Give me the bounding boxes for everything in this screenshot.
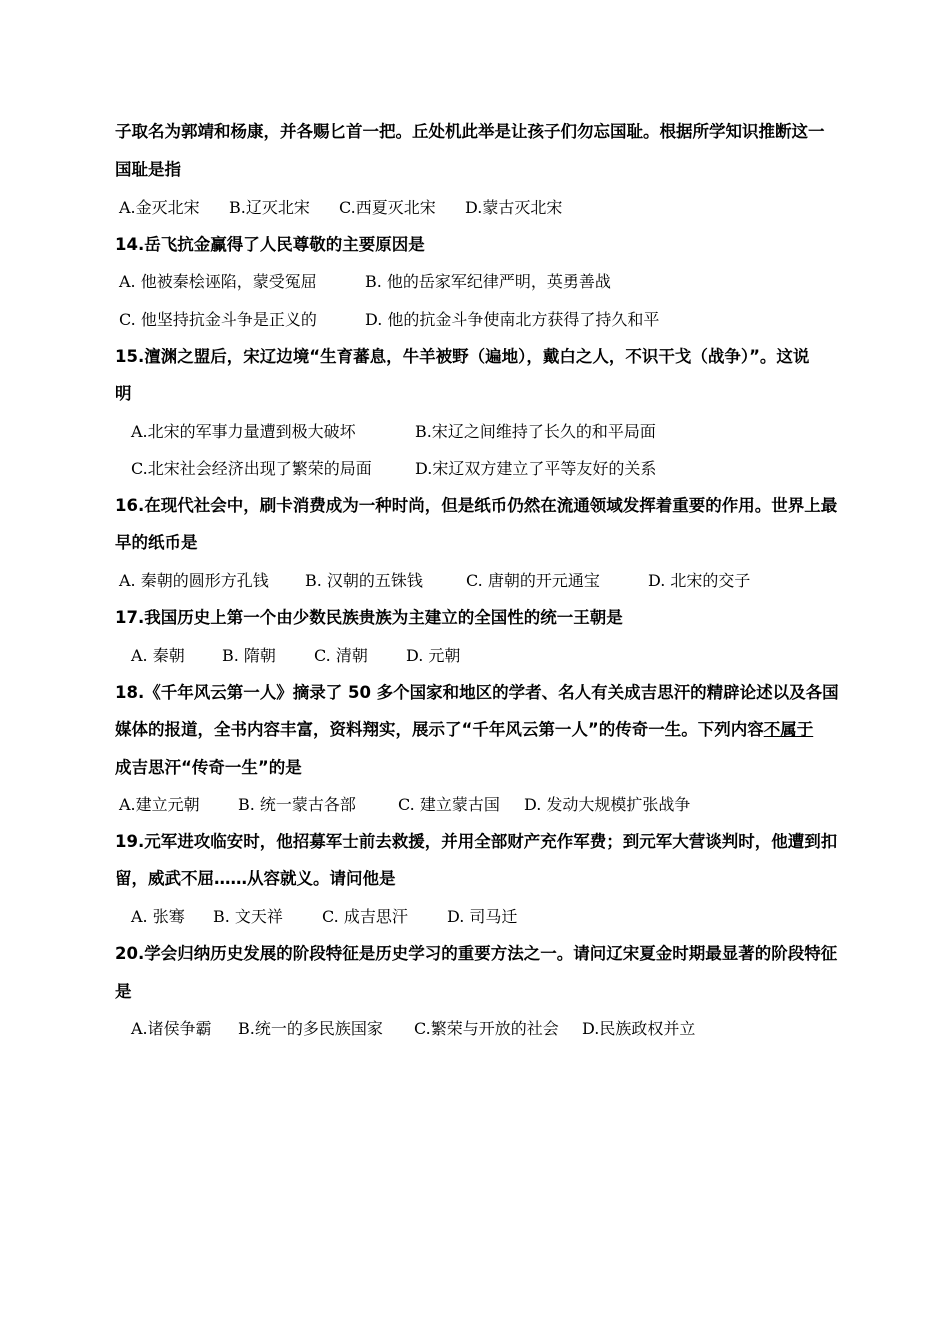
q17-option-b: B. 隋朝 (222, 646, 276, 665)
q19-stem-line2: 留，威武不屈……从容就义。请问他是 (115, 869, 396, 888)
q15-stem-line2: 明 (115, 384, 132, 403)
q19-option-d: D. 司马迁 (447, 907, 518, 926)
q13-option-b: B.辽灭北宋 (229, 198, 310, 217)
q18-underlined-not-belong: 不属于 (763, 720, 814, 739)
q15-option-a: A.北宋的军事力量遭到极大破坏 (131, 422, 356, 441)
q18-stem-line2-text: 媒体的报道，全书内容丰富，资料翔实，展示了“千年风云第一人”的传奇一生。下列内容 (115, 720, 764, 739)
q20-option-a: A.诸侯争霸 (131, 1019, 212, 1038)
q20-option-b: B.统一的多民族国家 (238, 1019, 383, 1038)
q18-option-a: A.建立元朝 (119, 795, 200, 814)
q20-stem-line2: 是 (115, 982, 132, 1001)
q18-stem-line2 (115, 719, 813, 741)
q17-stem: 17.我国历史上第一个由少数民族贵族为主建立的全国性的统一王朝是 (115, 608, 623, 627)
q14-stem: 14.岳飞抗金赢得了人民尊敬的主要原因是 (115, 235, 425, 254)
q18-stem-line3: 成吉思汗“传奇一生”的是 (115, 758, 302, 777)
q13-stem-line2: 国耻是指 (115, 160, 181, 179)
q15-option-d: D.宋辽双方建立了平等友好的关系 (415, 459, 657, 478)
q14-option-c: C. 他坚持抗金斗争是正义的 (119, 310, 317, 329)
q17-option-c: C. 清朝 (314, 646, 368, 665)
q14-option-a: A. 他被秦桧诬陷，蒙受冤屈 (119, 272, 317, 291)
q16-option-b: B. 汉朝的五铢钱 (305, 571, 423, 590)
q13-option-d: D.蒙古灭北宋 (465, 198, 563, 217)
q16-option-c: C. 唐朝的开元通宝 (466, 571, 600, 590)
q13-option-a: A.金灭北宋 (119, 198, 200, 217)
q20-option-c: C.繁荣与开放的社会 (414, 1019, 559, 1038)
q16-stem-line2: 早的纸币是 (115, 533, 198, 552)
q16-stem-line1: 16.在现代社会中，刷卡消费成为一种时尚，但是纸币仍然在流通领域发挥着重要的作用。世界上最 (115, 496, 838, 515)
q13-stem-line1: 子取名为郭靖和杨康，并各赐匕首一把。丘处机此举是让孩子们勿忘国耻。根据所学知识推断这一 (115, 122, 825, 141)
q16-option-a: A. 秦朝的圆形方孔钱 (119, 571, 269, 590)
q19-stem-line1: 19.元军进攻临安时，他招募军士前去救援，并用全部财产充作军费；到元军大营谈判时，他遭到扣 (115, 832, 838, 851)
q19-option-a: A. 张骞 (131, 907, 185, 926)
q14-option-d: D. 他的抗金斗争使南北方获得了持久和平 (365, 310, 660, 329)
q15-stem-line1: 15.澶渊之盟后，宋辽边境“生育蕃息，牛羊被野（遍地），戴白之人，不识干戈（战争）”。这说 (115, 347, 810, 366)
q18-option-b: B. 统一蒙古各部 (238, 795, 356, 814)
q17-option-d: D. 元朝 (406, 646, 461, 665)
q15-option-c: C.北宋社会经济出现了繁荣的局面 (131, 459, 372, 478)
q18-option-c: C. 建立蒙古国 (398, 795, 500, 814)
q14-option-b: B. 他的岳家军纪律严明，英勇善战 (365, 272, 611, 291)
q18-stem-line1: 18.《千年风云第一人》摘录了 50 多个国家和地区的学者、名人有关成吉思汗的精辟论述以及各国 (115, 683, 839, 702)
q19-option-c: C. 成吉思汗 (322, 907, 408, 926)
q20-stem-line1: 20.学会归纳历史发展的阶段特征是历史学习的重要方法之一。请问辽宋夏金时期最显著的阶段特征 (115, 944, 838, 963)
q19-option-b: B. 文天祥 (213, 907, 283, 926)
q20-option-d: D.民族政权并立 (582, 1019, 696, 1038)
q17-option-a: A. 秦朝 (131, 646, 185, 665)
q16-option-d: D. 北宋的交子 (648, 571, 751, 590)
q15-option-b: B.宋辽之间维持了长久的和平局面 (415, 422, 656, 441)
q18-option-d: D. 发动大规模扩张战争 (524, 795, 691, 814)
q13-option-c: C.西夏灭北宋 (339, 198, 436, 217)
